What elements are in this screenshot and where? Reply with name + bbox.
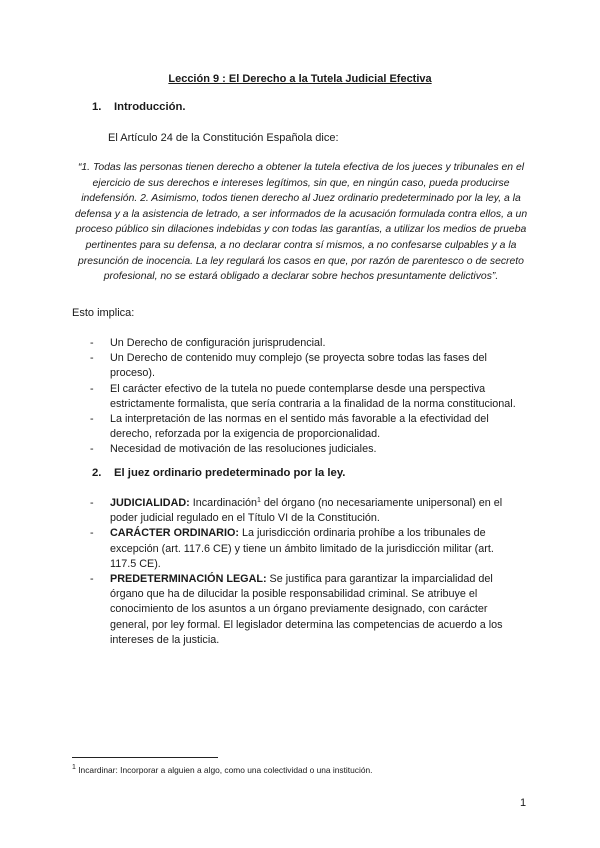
footnote-ref[interactable]: 1 — [257, 497, 261, 504]
section-1-title: Introducción. — [114, 101, 186, 113]
list-item: - Un Derecho de configuración jurisprudencial. — [90, 336, 520, 351]
term-predeterminacion-legal: PREDETERMINACIÓN LEGAL: — [110, 573, 267, 586]
list-item: - El carácter efectivo de la tutela no puede contemplarse desde una perspectiva estrictamente formalista, que sería contraria a la finalidad de la norma constitucional. — [90, 382, 520, 412]
list-item — [90, 496, 520, 526]
section-1-intro: El Artículo 24 de la Constitución Española dice: — [108, 132, 339, 144]
page-title: Lección 9 : El Derecho a la Tutela Judicial Efectiva — [168, 73, 432, 85]
list-item: - Un Derecho de contenido muy complejo (se proyecta sobre todas las fases del proceso). — [90, 351, 520, 381]
footnote-text: Incardinar: Incorporar a alguien a algo, como una colectividad o una institución. — [75, 765, 373, 775]
footnote-mark: 1 — [72, 764, 76, 771]
list-item: - La interpretación de las normas en el sentido más favorable a la efectividad del derecho, reforzada por la exigencia de proporcionalidad. — [90, 412, 520, 442]
section-1-heading — [92, 101, 186, 113]
footnote — [72, 765, 372, 775]
item-text: Se justifica para garantizar la imparcialidad del órgano que ha de dilucidar la posible responsabilidad criminal. Se atribuye el conocimiento de los asuntos a un órgano previamente designado, con carácter general, por ley formal. El legislador determina las competencias de acuerdo a los intereses de la justicia. — [110, 573, 503, 646]
section-2-heading — [92, 467, 345, 479]
implies-label: Esto implica: — [72, 307, 135, 319]
item-text: del órgano (no necesariamente unipersonal) en el poder judicial regulado en el Título VI de la Constitución. — [110, 497, 503, 525]
page-number: 1 — [520, 797, 527, 809]
term-judicialidad: JUDICIALIDAD: — [110, 497, 190, 509]
judge-list — [90, 496, 520, 648]
section-1-number: 1. — [92, 101, 102, 113]
item-text: La jurisdicción ordinaria prohíbe a los tribunales de excepción (art. 117.6 CE) y tiene un ámbito limitado de la jurisdicción militar (art. 117.5 CE). — [110, 527, 494, 570]
item-text: Incardinación — [189, 497, 258, 509]
constitution-quote: “1. Todas las personas tienen derecho a obtener la tutela efectiva de los jueces y tribunales en el ejercicio de sus derechos e intereses legítimos, sin que, en ningún caso, pueda producirse indefensión. 2. Asimismo, todos tienen derecho al Juez ordinario predeterminado por la ley, a la defensa y a la asistencia de letrado, a ser informados de la acusación formulada contra ellos, a un proceso público sin dilaciones indebidas y con todas las garantías, a utilizar los medios de prueba pertinentes para su defensa, a no declarar contra sí mismos, a no confesarse culpables y a la presunción de inocencia. La ley regulará los casos en que, por razón de parentesco o de secreto profesional, no se estará obligado a declarar sobre hechos presuntamente delictivos”. — [74, 162, 528, 283]
term-caracter-ordinario: CARÁCTER ORDINARIO: — [110, 527, 239, 540]
list-item — [90, 526, 520, 572]
section-2-number: 2. — [92, 467, 102, 479]
list-item: - Necesidad de motivación de las resoluciones judiciales. — [90, 442, 520, 457]
footnote-divider — [72, 757, 218, 758]
section-2-title: El juez ordinario predeterminado por la ley. — [114, 467, 346, 479]
implications-list — [90, 336, 520, 458]
list-item — [90, 572, 520, 648]
